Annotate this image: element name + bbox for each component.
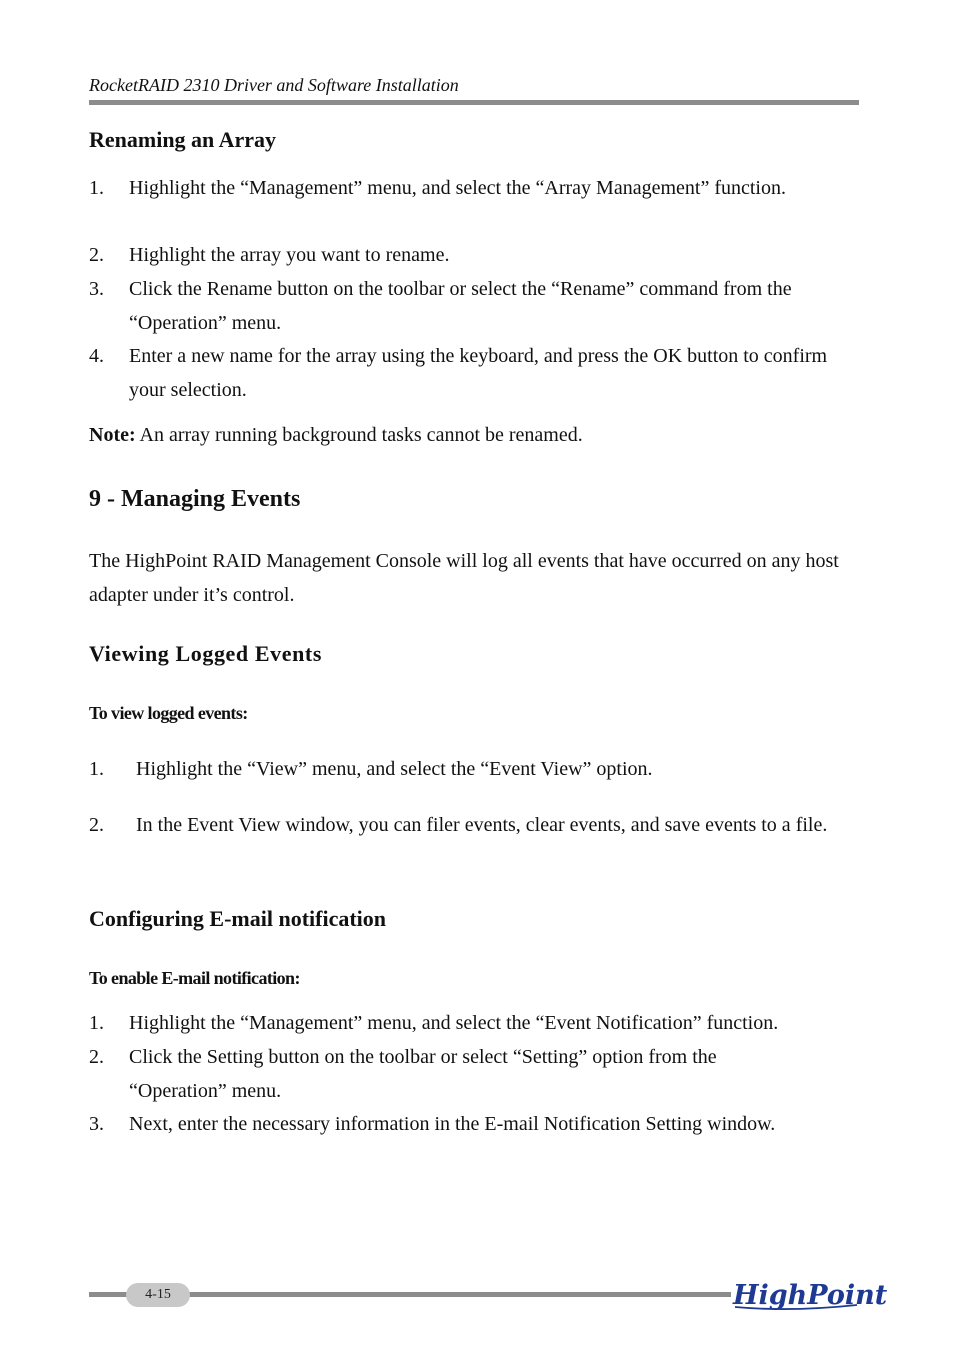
list-text: Click the Setting button on the toolbar or select “Setting” option from the “Operation” menu. — [129, 1046, 717, 1102]
list-number: 1. — [89, 758, 104, 780]
subheading-enable-email: To enable E-mail notification: — [89, 968, 300, 988]
list-text: Click the Rename button on the toolbar or select the “Rename” command from the “Operation” menu. — [129, 278, 792, 334]
footer-divider — [186, 1292, 731, 1297]
list-text: Highlight the “View” menu, and select the “Event View” option. — [136, 758, 653, 780]
section-heading-renaming: Renaming an Array — [89, 127, 276, 152]
section-heading-email: Configuring E-mail notification — [89, 906, 387, 931]
footer-divider-left — [89, 1292, 129, 1297]
list-number: 2. — [89, 814, 104, 836]
list-item — [89, 1107, 859, 1141]
note-label: Note: — [89, 424, 136, 446]
highpoint-logo-icon — [731, 1274, 888, 1314]
list-number: 2. — [89, 244, 104, 266]
header-divider — [89, 100, 859, 105]
intro-paragraph: The HighPoint RAID Management Console will log all events that have occurred on any host adapter under it’s control. — [89, 550, 839, 606]
list-item — [89, 339, 859, 407]
list-number: 1. — [89, 177, 104, 199]
list-item — [89, 752, 859, 786]
list-number: 2. — [89, 1046, 104, 1068]
section-heading-viewing: Viewing Logged Events — [89, 641, 323, 666]
list-item — [89, 238, 859, 272]
note-text: An array running background tasks cannot be renamed. — [135, 424, 583, 446]
list-number: 3. — [89, 278, 104, 300]
list-text: Highlight the “Management” menu, and select the “Array Management” function. — [129, 177, 786, 199]
list-text: Enter a new name for the array using the keyboard, and press the OK button to confirm your selection. — [129, 345, 828, 401]
chapter-heading-managing-events: 9 - Managing Events — [89, 486, 301, 512]
list-text: Highlight the “Management” menu, and select the “Event Notification” function. — [129, 1012, 779, 1034]
list-item — [89, 272, 859, 340]
list-item — [89, 1040, 859, 1108]
list-item — [89, 808, 859, 842]
list-number: 4. — [89, 345, 104, 367]
running-header: RocketRAID 2310 Driver and Software Installation — [89, 75, 459, 95]
note-paragraph — [89, 418, 859, 452]
list-text: Next, enter the necessary information in the E-mail Notification Setting window. — [129, 1113, 776, 1135]
list-item — [89, 171, 859, 205]
list-item — [89, 1006, 859, 1040]
list-text: Highlight the array you want to rename. — [129, 244, 450, 266]
page-number: 4-15 — [126, 1283, 190, 1307]
logo-text: HighPoint — [733, 1280, 888, 1311]
subheading-view-events: To view logged events: — [89, 703, 248, 723]
list-number: 1. — [89, 1012, 104, 1034]
list-number: 3. — [89, 1113, 104, 1135]
list-text: In the Event View window, you can filer events, clear events, and save events to a file. — [136, 814, 828, 836]
